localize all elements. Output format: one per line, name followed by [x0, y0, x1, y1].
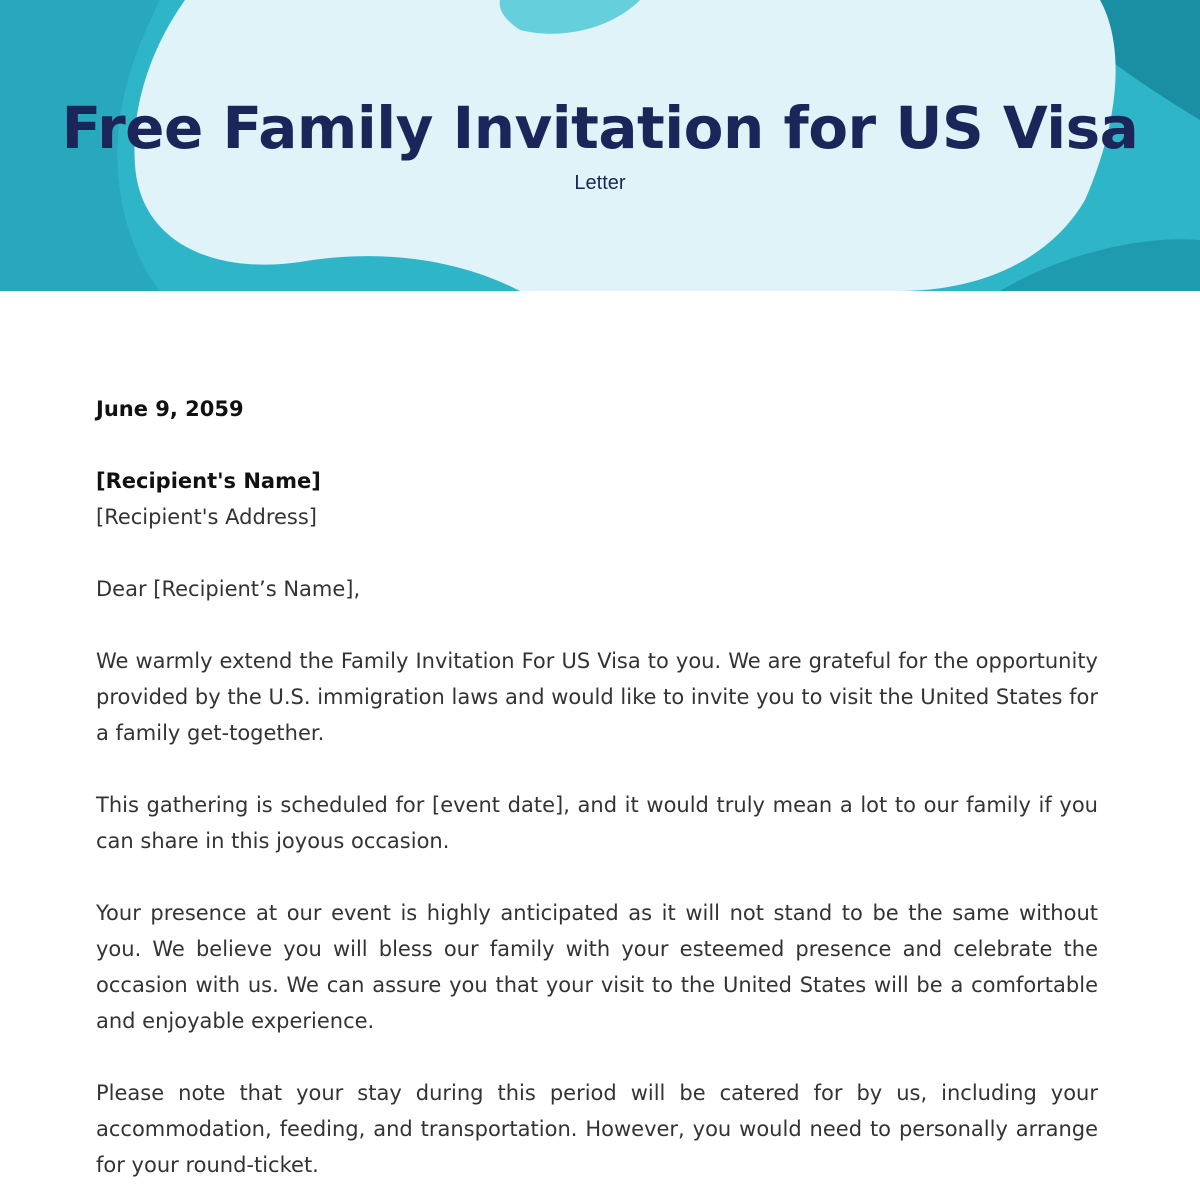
page-subtitle: Letter — [574, 172, 626, 194]
recipient-block — [96, 463, 1098, 535]
letter-paragraph-2: This gathering is scheduled for [event date], and it would truly mean a lot to our family if you can share in this joyous occasion. — [96, 793, 1098, 853]
page-title: Free Family Invitation for US Visa — [61, 94, 1139, 162]
letter-body — [96, 391, 1098, 1200]
letter-paragraph-4: Please note that your stay during this period will be catered for by us, including your accommodation, feeding, and transportation. However, you would need to personally arrange for your round-ticket. — [96, 1081, 1098, 1177]
recipient-address: [Recipient's Address] — [96, 505, 317, 529]
letter-date: June 9, 2059 — [96, 397, 244, 421]
letter-paragraph-3: Your presence at our event is highly anticipated as it will not stand to be the same without you. We believe you will bless our family with your esteemed presence and celebrate the occasion with us. We can assure you that your visit to the United States will be a comfortable and enjoyable experience. — [96, 901, 1098, 1033]
letter-salutation: Dear [Recipient’s Name], — [96, 577, 361, 601]
letter-paragraph-1: We warmly extend the Family Invitation For US Visa to you. We are grateful for the opportunity provided by the U.S. immigration laws and would like to invite you to visit the United States for a family get-together. — [96, 649, 1098, 745]
recipient-name: [Recipient's Name] — [96, 469, 321, 493]
header-banner — [0, 0, 1200, 291]
